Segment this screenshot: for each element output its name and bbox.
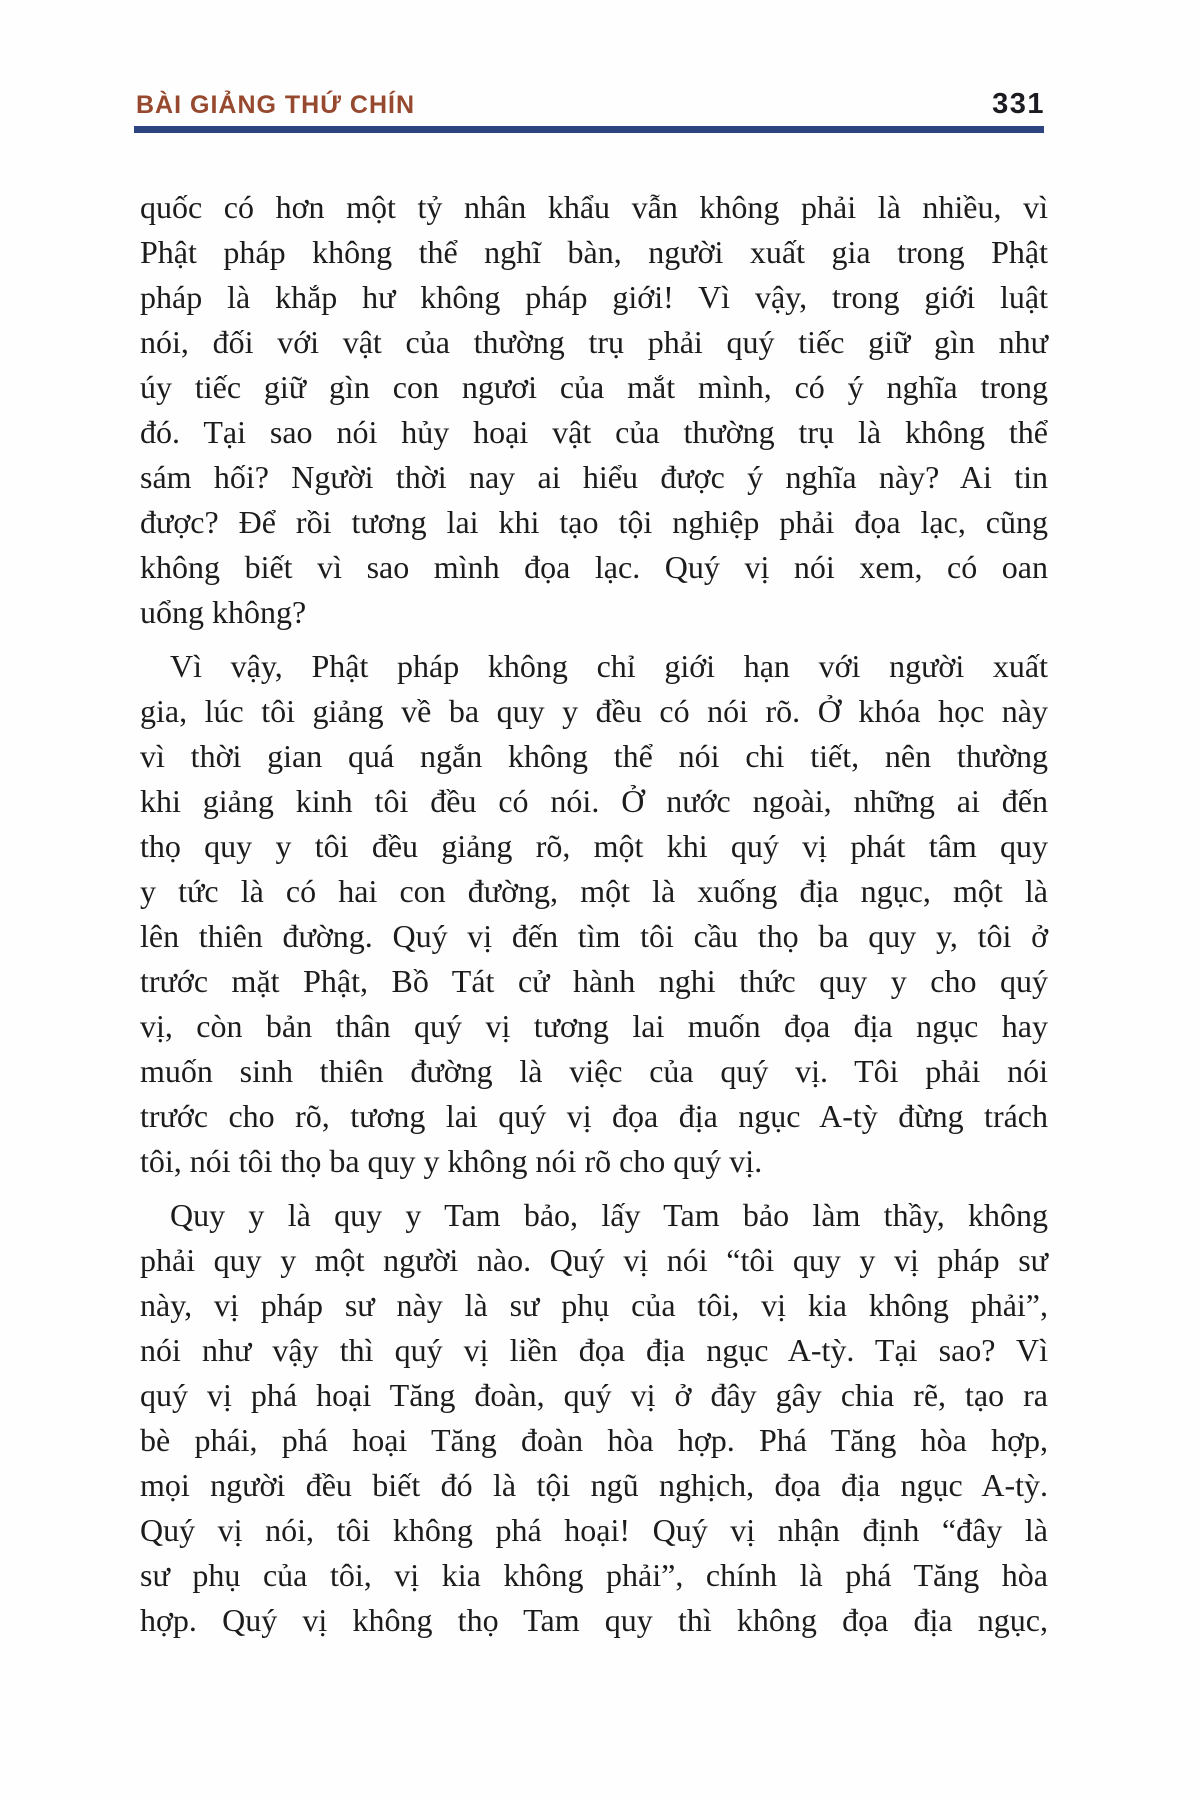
text-line: khi giảng kinh tôi đều có nói. Ở nước ngoài, những ai đến: [140, 783, 1048, 819]
text-line: phải quy y một người nào. Quý vị nói “tôi quy y vị pháp sư: [140, 1242, 1048, 1278]
text-line: nói, đối với vật của thường trụ phải quý tiếc giữ gìn như: [140, 324, 1048, 360]
text-line: tôi, nói tôi thọ ba quy y không nói rõ cho quý vị.: [140, 1143, 763, 1179]
text-line: được? Để rồi tương lai khi tạo tội nghiệp phải đọa lạc, cũng: [140, 504, 1048, 540]
text-line: trước mặt Phật, Bồ Tát cử hành nghi thức quy y cho quý: [140, 963, 1048, 999]
text-line: sư phụ của tôi, vị kia không phải”, chính là phá Tăng hòa: [140, 1557, 1048, 1593]
text-line: không biết vì sao mình đọa lạc. Quý vị nói xem, có oan: [140, 549, 1048, 585]
text-line: bè phái, phá hoại Tăng đoàn hòa hợp. Phá Tăng hòa hợp,: [140, 1422, 1048, 1458]
text-line: pháp là khắp hư không pháp giới! Vì vậy, trong giới luật: [140, 279, 1048, 315]
paragraph: [140, 644, 1048, 1184]
text-line: Quý vị nói, tôi không phá hoại! Quý vị nhận định “đây là: [140, 1512, 1048, 1548]
text-line: đó. Tại sao nói hủy hoại vật của thường trụ là không thể: [140, 414, 1048, 450]
text-line: vì thời gian quá ngắn không thể nói chi tiết, nên thường: [140, 738, 1048, 774]
body-text: [140, 185, 1048, 1643]
page-number: 331: [992, 88, 1045, 120]
text-line: gia, lúc tôi giảng về ba quy y đều có nói rõ. Ở khóa học này: [140, 693, 1048, 729]
text-line: vị, còn bản thân quý vị tương lai muốn đọa địa ngục hay: [140, 1008, 1048, 1044]
text-line: Phật pháp không thể nghĩ bàn, người xuất gia trong Phật: [140, 234, 1048, 270]
text-line: nói như vậy thì quý vị liền đọa địa ngục A-tỳ. Tại sao? Vì: [140, 1332, 1048, 1368]
text-line: sám hối? Người thời nay ai hiểu được ý nghĩa này? Ai tin: [140, 459, 1048, 495]
text-line: lên thiên đường. Quý vị đến tìm tôi cầu thọ ba quy y, tôi ở: [140, 918, 1048, 954]
text-line: quốc có hơn một tỷ nhân khẩu vẫn không phải là nhiều, vì: [140, 189, 1048, 225]
text-line: muốn sinh thiên đường là việc của quý vị. Tôi phải nói: [140, 1053, 1048, 1089]
text-line: hợp. Quý vị không thọ Tam quy thì không đọa địa ngục,: [140, 1602, 1048, 1638]
paragraph: [140, 185, 1048, 635]
text-line: mọi người đều biết đó là tội ngũ nghịch, đọa địa ngục A-tỳ.: [140, 1467, 1048, 1503]
text-line: Quy y là quy y Tam bảo, lấy Tam bảo làm thầy, không: [170, 1197, 1048, 1233]
text-line: trước cho rõ, tương lai quý vị đọa địa ngục A-tỳ đừng trách: [140, 1098, 1048, 1134]
header-divider-rule: [134, 126, 1044, 133]
text-line: y tức là có hai con đường, một là xuống địa ngục, một là: [140, 873, 1048, 909]
text-line: úy tiếc giữ gìn con ngươi của mắt mình, có ý nghĩa trong: [140, 369, 1048, 405]
paragraph: [140, 1193, 1048, 1643]
text-line: quý vị phá hoại Tăng đoàn, quý vị ở đây gây chia rẽ, tạo ra: [140, 1377, 1048, 1413]
text-line: này, vị pháp sư này là sư phụ của tôi, vị kia không phải”,: [140, 1287, 1048, 1323]
text-line: thọ quy y tôi đều giảng rõ, một khi quý vị phát tâm quy: [140, 828, 1048, 864]
text-line: uổng không?: [140, 594, 307, 630]
chapter-title: BÀI GIẢNG THỨ CHÍN: [136, 91, 416, 119]
text-line: Vì vậy, Phật pháp không chỉ giới hạn với người xuất: [170, 648, 1048, 684]
